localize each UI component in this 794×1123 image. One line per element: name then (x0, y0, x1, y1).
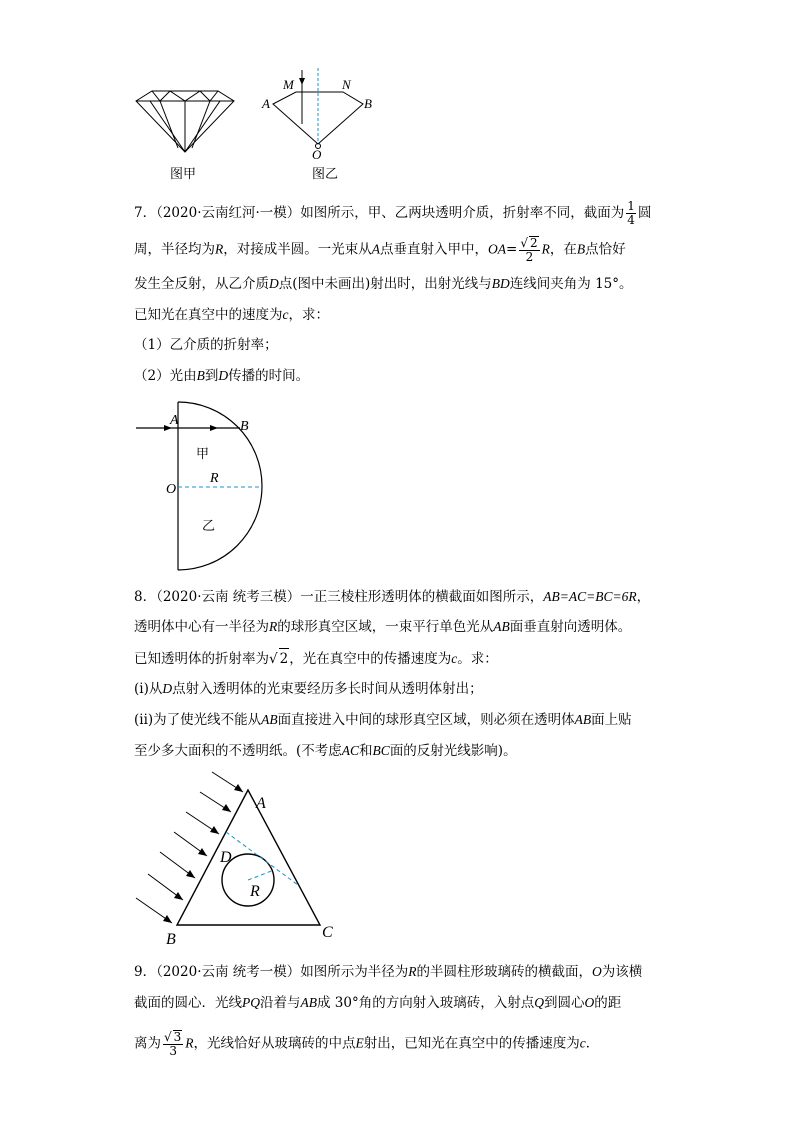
q7-sqrt-fraction: $\frac{√ 2}{2}$ (520, 236, 538, 264)
q8-label-C: C (322, 924, 333, 941)
q8-label-R: R (250, 883, 260, 900)
q8-line4: (i)从D点射入透明体的光束要经历多长时间从透明体射出； (134, 681, 483, 697)
label-B: B (364, 96, 372, 111)
q7-figure-semicircle (130, 400, 275, 575)
q8-line5: (ii)为了使光线不能从AB面直接进入中间的球形真空区域，则必须在透明体AB面上贴 (134, 712, 632, 728)
figure-yi-prism (258, 66, 388, 160)
caption-yi: 图乙 (312, 167, 339, 182)
q8-line2: 透明体中心有一半径为R的球形真空区域，一束平行单色光从AB面垂直射向透明体。 (134, 619, 632, 635)
label-N: N (342, 77, 351, 92)
q8-label-B: B (166, 931, 176, 948)
q8-figure-triangle (130, 770, 345, 950)
figure-jia-diamond (130, 86, 240, 158)
label-O: O (312, 147, 322, 160)
q8-line1: 8．（2020·云南 统考三模）一正三棱柱形透明体的横截面如图所示，AB=AC=BC=6R， (134, 589, 651, 605)
q9-sqrt-fraction: $\frac{√ 3}{3}$ (164, 1030, 182, 1058)
label-A: A (262, 96, 270, 111)
q7-label-jia: 甲 (196, 446, 210, 461)
q7-label-B: B (240, 419, 249, 434)
q7-line3: 发生全反射，从乙介质D点(图中未画出)射出时，出射光线与BD连线间夹角为 15°。 (134, 276, 633, 292)
q8-label-D: D (220, 849, 232, 866)
caption-jia: 图甲 (170, 167, 197, 182)
q7-label-yi: 乙 (202, 518, 216, 533)
q7-sub2: （2）光由B到D传播的时间。 (134, 368, 310, 384)
q7-label-R: R (210, 471, 219, 486)
q7-label-O: O (166, 482, 177, 497)
q7-line4: 已知光在真空中的速度为c，求： (134, 307, 329, 323)
q7-line2: 周，半径均为R，对接成半圆。一光束从A点垂直射入甲中，OA= $\frac{√ 2}{2}$ R，在B点恰好 (134, 236, 626, 264)
q7-sub1: （1）乙介质的折射率； (134, 337, 278, 353)
q8-label-A: A (256, 795, 266, 812)
q7-line1: 7．（2020·云南红河·一模）如图所示，甲、乙两块透明介质，折射率不同，截面为 $\frac{1}{4}$ 圆 (134, 199, 652, 227)
q7-label-A: A (170, 413, 179, 428)
q7-fraction: $\frac{1}{4}$ (627, 199, 635, 227)
q9-line2: 截面的圆心．光线PQ沿着与AB成 30°角的方向射入玻璃砖，入射点Q到圆心O的距 (134, 995, 622, 1011)
q8-line6: 至少多大面积的不透明纸。(不考虑AC和BC面的反射光线影响)。 (134, 743, 517, 759)
q9-line1: 9．（2020·云南 统考一模）如图所示为半径为R的半圆柱形玻璃砖的横截面，O为该横 (134, 964, 643, 980)
q8-line3: 已知透明体的折射率为√ 2，光在真空中的传播速度为c。求： (134, 648, 498, 669)
q9-line3: 离为 $\frac{√ 3}{3}$ R，光线恰好从玻璃砖的中点E射出，已知光在真空中的传播速度为c． (134, 1030, 600, 1058)
label-M: M (283, 77, 294, 92)
